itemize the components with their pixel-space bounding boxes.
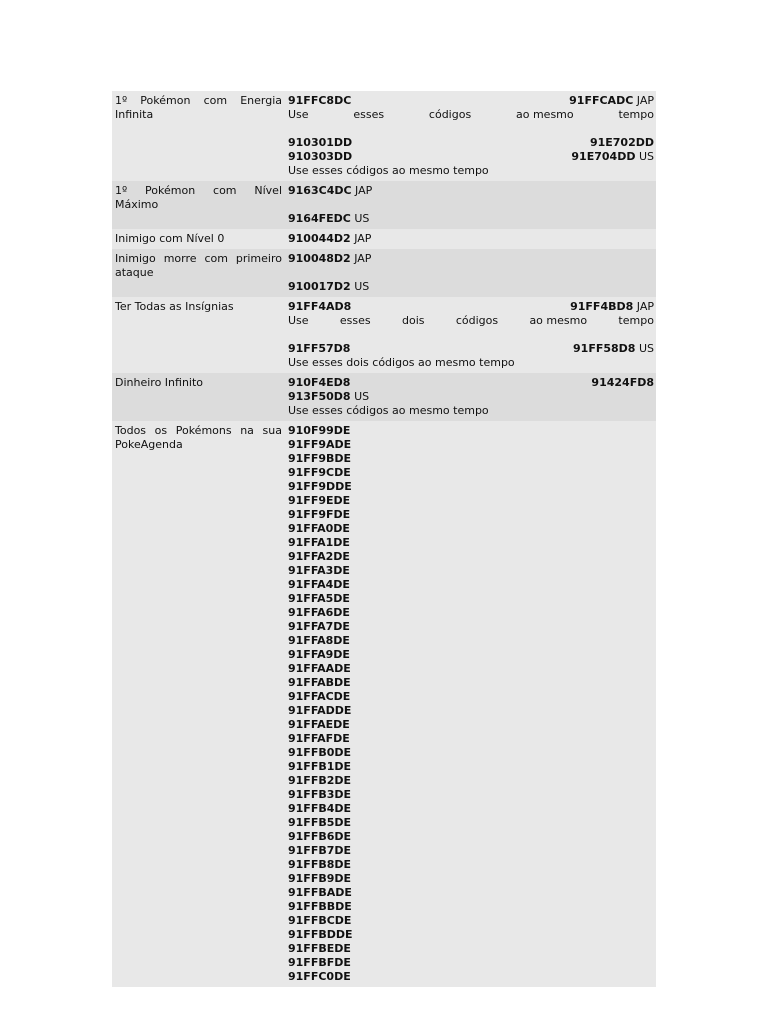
table-row bbox=[112, 373, 656, 421]
code: 91FFB4DE bbox=[288, 802, 352, 815]
code: 91FFA1DE bbox=[288, 536, 350, 549]
code: 91FFA6DE bbox=[288, 606, 350, 619]
code: 91FFAADE bbox=[288, 662, 351, 675]
code: 91FFB0DE bbox=[288, 746, 352, 759]
code: 91FFBDDE bbox=[288, 928, 353, 941]
region-label: US bbox=[638, 150, 654, 163]
region-label: US bbox=[354, 390, 370, 403]
note-justified: Use esses códigos ao mesmo tempo bbox=[288, 108, 654, 121]
table-row bbox=[112, 297, 656, 373]
table-row bbox=[112, 229, 656, 249]
code: 91FF4BD8 bbox=[570, 300, 634, 313]
note: Use esses códigos ao mesmo tempo bbox=[288, 164, 489, 177]
cheat-codes bbox=[286, 297, 656, 373]
code: 91FF4AD8 bbox=[288, 300, 352, 313]
code: 91FFA9DE bbox=[288, 648, 350, 661]
region-label: JAP bbox=[636, 300, 654, 313]
code: 91FFA0DE bbox=[288, 522, 350, 535]
code: 91FFBFDE bbox=[288, 956, 351, 969]
code: 910301DD bbox=[288, 136, 353, 149]
code: 9164FEDC bbox=[288, 212, 351, 225]
cheat-name: Inimigo morre com primeiro ataque bbox=[115, 252, 282, 279]
cheat-codes bbox=[286, 249, 656, 297]
code: 910048D2 bbox=[288, 252, 351, 265]
code: 910017D2 bbox=[288, 280, 351, 293]
cheat-name: Dinheiro Infinito bbox=[115, 376, 204, 389]
table-row bbox=[112, 181, 656, 229]
code: 91FFAFDE bbox=[288, 732, 350, 745]
code: 91FFA7DE bbox=[288, 620, 350, 633]
cheat-codes bbox=[286, 91, 656, 181]
code: 91424FD8 bbox=[591, 376, 654, 389]
code: 91FFCADC bbox=[569, 94, 634, 107]
note-justified: Use esses dois códigos ao mesmo tempo bbox=[288, 314, 654, 327]
code: 91E704DD bbox=[571, 150, 636, 163]
region-label: US bbox=[354, 212, 370, 225]
code: 91FFAEDE bbox=[288, 718, 350, 731]
region-label: US bbox=[638, 342, 654, 355]
code: 91FFB9DE bbox=[288, 872, 352, 885]
region-label: JAP bbox=[354, 252, 372, 265]
code: 91FFBBDE bbox=[288, 900, 352, 913]
code: 91FFB3DE bbox=[288, 788, 352, 801]
code: 91FF9ADE bbox=[288, 438, 352, 451]
cheat-name: Ter Todas as Insígnias bbox=[115, 300, 234, 313]
cheat-name: Todos os Pokémons na sua PokeAgenda bbox=[115, 424, 282, 451]
code: 91FFB2DE bbox=[288, 774, 352, 787]
cheat-codes bbox=[286, 373, 656, 421]
code: 910F4ED8 bbox=[288, 376, 351, 389]
code: 9163C4DC bbox=[288, 184, 352, 197]
code: 910044D2 bbox=[288, 232, 351, 245]
code: 91FFB5DE bbox=[288, 816, 352, 829]
code: 910F99DE bbox=[288, 424, 351, 437]
region-label: JAP bbox=[355, 184, 373, 197]
note: Use esses códigos ao mesmo tempo bbox=[288, 404, 489, 417]
code: 91FFB7DE bbox=[288, 844, 352, 857]
cheat-codes-table bbox=[112, 91, 656, 987]
code: 91FFA8DE bbox=[288, 634, 350, 647]
code: 91FFBEDE bbox=[288, 942, 351, 955]
code: 91FFBCDE bbox=[288, 914, 352, 927]
code: 91FFA4DE bbox=[288, 578, 350, 591]
code: 91FFA2DE bbox=[288, 550, 350, 563]
code: 913F50D8 bbox=[288, 390, 351, 403]
table-row bbox=[112, 421, 656, 987]
cheat-codes bbox=[286, 181, 656, 229]
code: 91E702DD bbox=[589, 136, 654, 149]
code: 91FFABDE bbox=[288, 676, 351, 689]
code: 91FFC0DE bbox=[288, 970, 351, 983]
code: 91FFADDE bbox=[288, 704, 352, 717]
code-list bbox=[286, 421, 656, 987]
code: 91FFBADE bbox=[288, 886, 352, 899]
cheat-name: 1º Pokémon com Energia Infinita bbox=[115, 94, 282, 121]
note: Use esses dois códigos ao mesmo tempo bbox=[288, 356, 515, 369]
code: 91FFA5DE bbox=[288, 592, 350, 605]
code: 91FF9DDE bbox=[288, 480, 352, 493]
cheat-name: Inimigo com Nível 0 bbox=[115, 232, 225, 245]
table-row bbox=[112, 249, 656, 297]
code: 91FFB6DE bbox=[288, 830, 352, 843]
code: 910303DD bbox=[288, 150, 353, 163]
table-row bbox=[112, 91, 656, 181]
region-label: JAP bbox=[354, 232, 372, 245]
code: 91FFC8DC bbox=[288, 94, 352, 107]
code: 91FF9BDE bbox=[288, 452, 352, 465]
code: 91FFA3DE bbox=[288, 564, 350, 577]
code: 91FF58D8 bbox=[573, 342, 636, 355]
region-label: JAP bbox=[636, 94, 654, 107]
code: 91FFB1DE bbox=[288, 760, 352, 773]
code: 91FF9FDE bbox=[288, 508, 351, 521]
code: 91FF9CDE bbox=[288, 466, 351, 479]
cheat-codes bbox=[286, 229, 656, 249]
code: 91FF57D8 bbox=[288, 342, 351, 355]
code: 91FF9EDE bbox=[288, 494, 351, 507]
code: 91FFACDE bbox=[288, 690, 351, 703]
region-label: US bbox=[354, 280, 370, 293]
code: 91FFB8DE bbox=[288, 858, 352, 871]
cheat-name: 1º Pokémon com Nível Máximo bbox=[115, 184, 282, 211]
